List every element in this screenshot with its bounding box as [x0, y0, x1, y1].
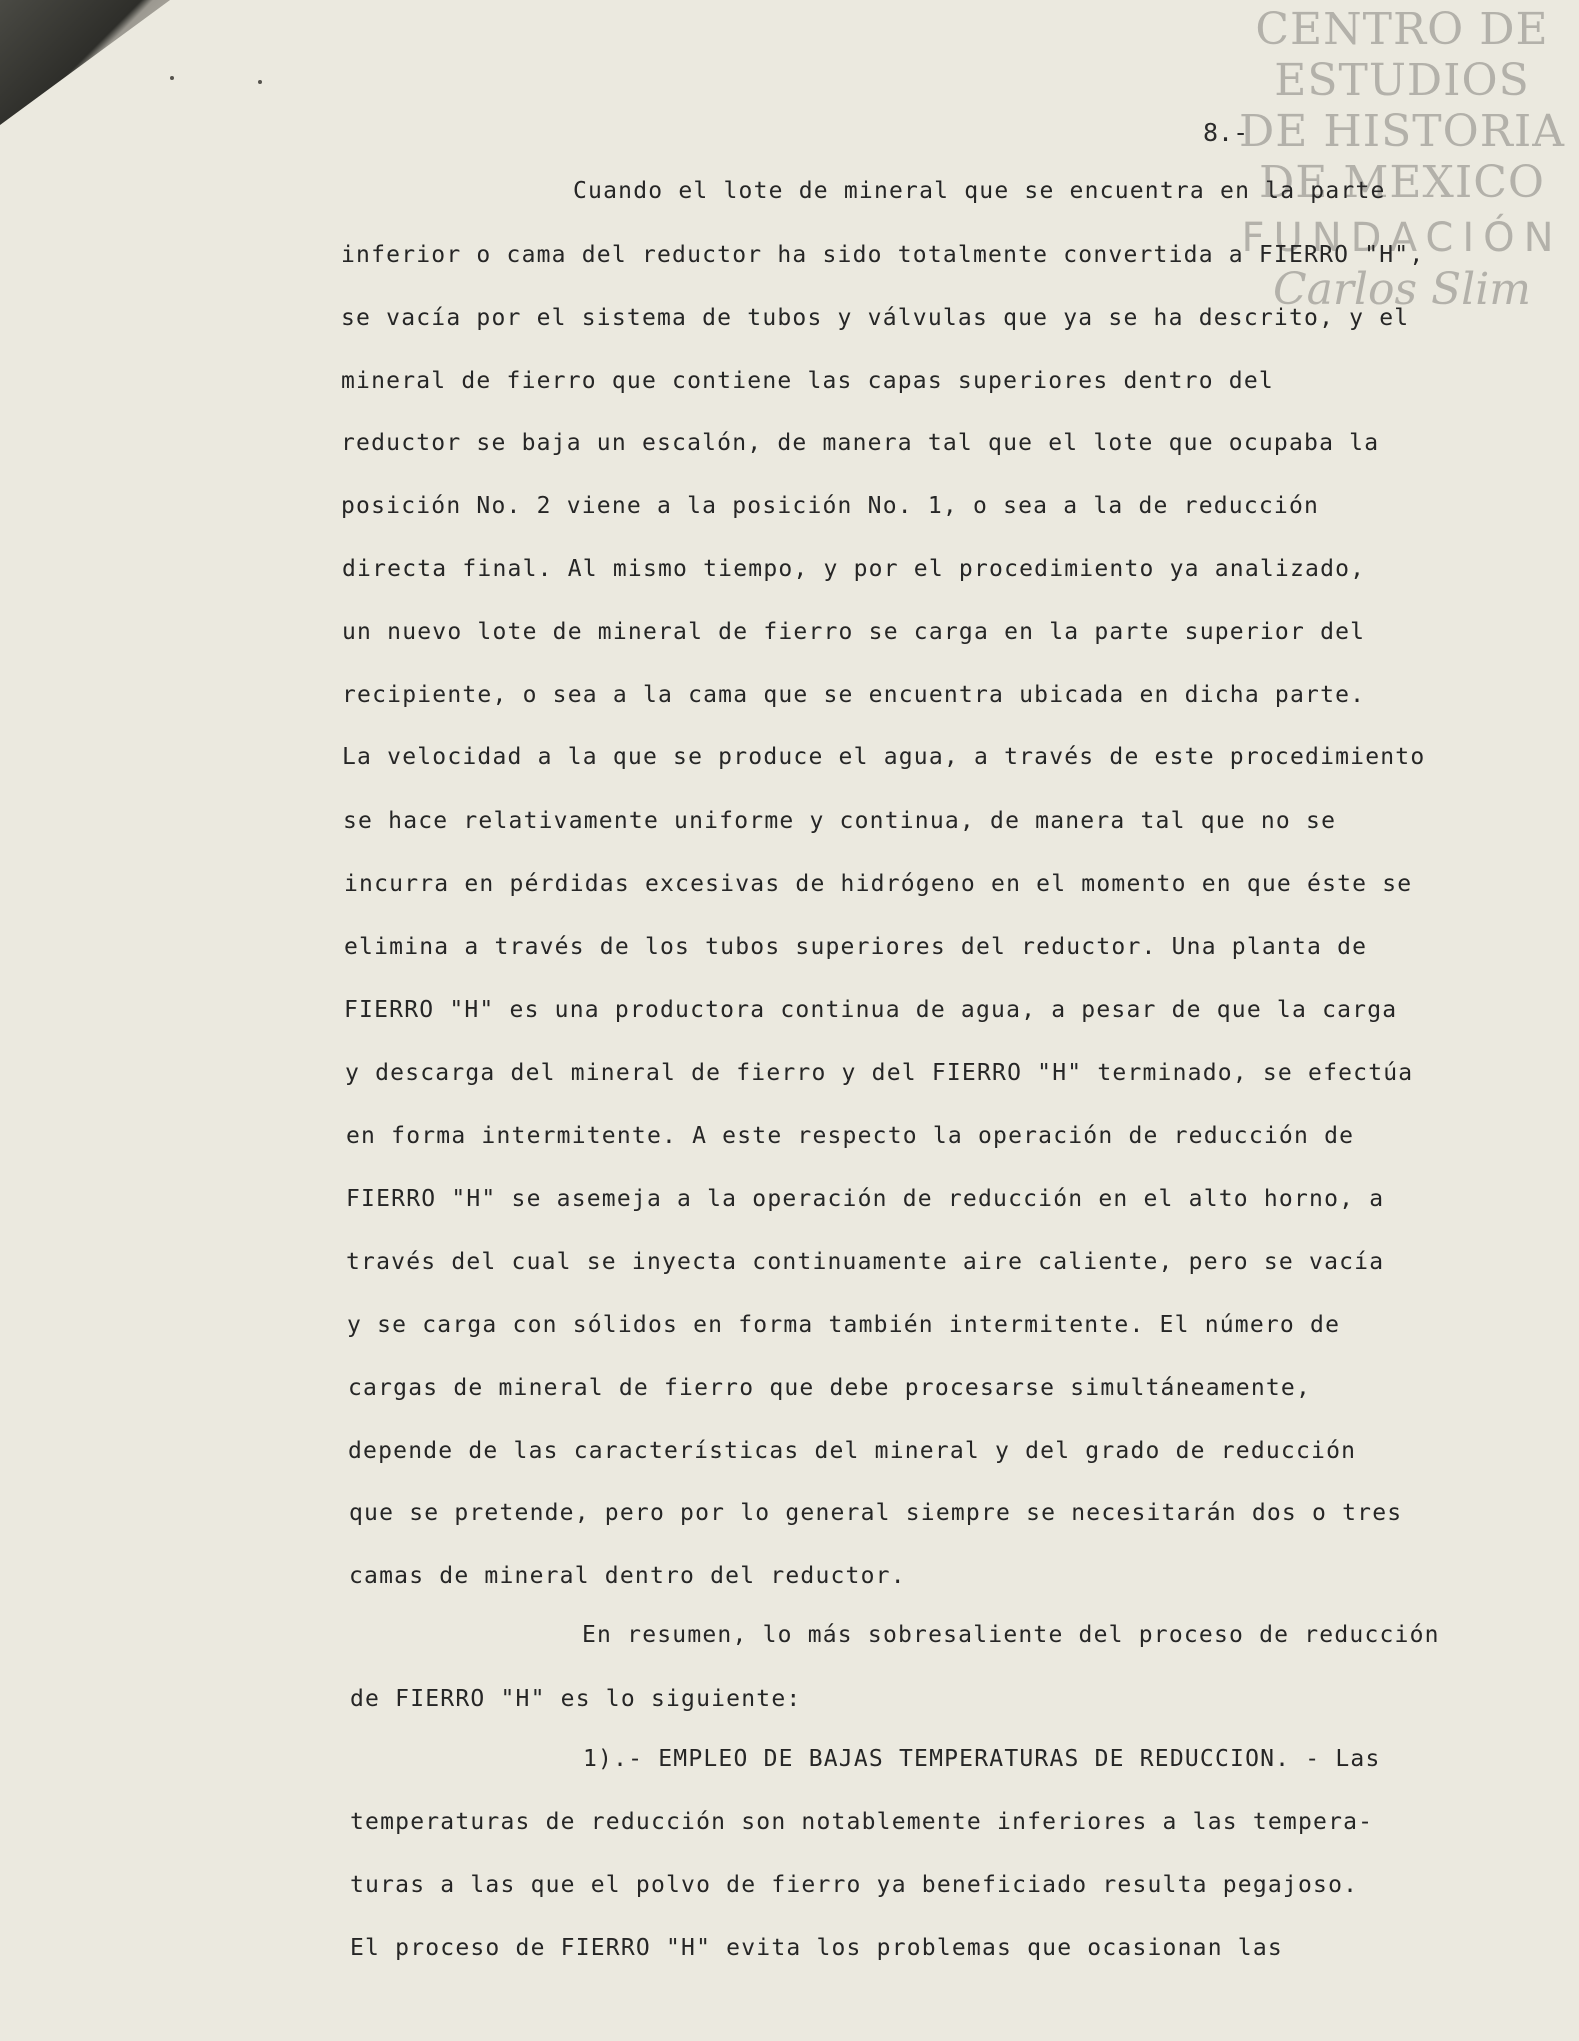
- text-line: incurra en pérdidas excesivas de hidrógeno en el momento en que éste se: [344, 871, 1413, 897]
- text-line: turas a las que el polvo de fierro ya beneficiado resulta pegajoso.: [350, 1872, 1359, 1898]
- watermark-foundation: FUNDACIÓN: [1241, 215, 1563, 261]
- text-line: cargas de mineral de fierro que debe procesarse simultáneamente,: [348, 1375, 1312, 1401]
- text-line: y descarga del mineral de fierro y del FIERRO "H" terminado, se efectúa: [345, 1060, 1414, 1086]
- archive-watermark: [1237, 4, 1567, 318]
- watermark-signature-text: Carlos Slim: [1272, 264, 1532, 315]
- watermark-line: DE MEXICO: [1259, 157, 1545, 208]
- page-number: 8.-: [1203, 118, 1249, 147]
- paper-speck: [258, 80, 262, 84]
- text-line: 1).- EMPLEO DE BAJAS TEMPERATURAS DE REDUCCION. - Las: [583, 1746, 1381, 1772]
- text-line: temperaturas de reducción son notablemente inferiores a las tempera-: [350, 1809, 1374, 1835]
- watermark-line: DE HISTORIA: [1239, 106, 1565, 157]
- text-line: y se carga con sólidos en forma también intermitente. El número de: [347, 1312, 1341, 1338]
- text-line: mineral de fierro que contiene las capas superiores dentro del: [341, 368, 1274, 394]
- text-line: En resumen, lo más sobresaliente del proceso de reducción: [582, 1622, 1440, 1648]
- text-line: camas de mineral dentro del reductor.: [349, 1563, 906, 1589]
- text-line: un nuevo lote de mineral de fierro se carga en la parte superior del: [342, 619, 1366, 645]
- text-line: se vacía por el sistema de tubos y válvulas que ya se ha descrito, y el: [341, 305, 1410, 331]
- text-line: directa final. Al mismo tiempo, y por el procedimiento ya analizado,: [342, 556, 1366, 582]
- text-line: La velocidad a la que se produce el agua, a través de este procedimiento: [342, 744, 1426, 770]
- paper-speck: [170, 76, 174, 80]
- text-line: elimina a través de los tubos superiores del reductor. Una planta de: [344, 934, 1368, 960]
- text-line: FIERRO "H" se asemeja a la operación de reducción en el alto horno, a: [346, 1186, 1385, 1212]
- text-line: FIERRO "H" es una productora continua de agua, a pesar de que la carga: [344, 997, 1398, 1023]
- text-line: depende de las características del mineral y del grado de reducción: [348, 1438, 1357, 1464]
- text-line: recipiente, o sea a la cama que se encuentra ubicada en dicha parte.: [342, 682, 1366, 708]
- watermark-line: ESTUDIOS: [1274, 55, 1530, 106]
- text-line: reductor se baja un escalón, de manera tal que el lote que ocupaba la: [341, 430, 1380, 456]
- watermark-line: CENTRO DE: [1255, 4, 1549, 55]
- text-line: través del cual se inyecta continuamente aire caliente, pero se vacía: [346, 1249, 1385, 1275]
- text-line: posición No. 2 viene a la posición No. 1, o sea a la de reducción: [341, 493, 1320, 519]
- text-line: de FIERRO "H" es lo siguiente:: [350, 1686, 802, 1712]
- text-line: que se pretende, pero por lo general siempre se necesitarán dos o tres: [349, 1500, 1403, 1526]
- text-line: Cuando el lote de mineral que se encuentra en la parte: [573, 178, 1386, 204]
- text-line: en forma intermitente. A este respecto la operación de reducción de: [346, 1123, 1355, 1149]
- text-line: El proceso de FIERRO "H" evita los problemas que ocasionan las: [350, 1935, 1283, 1961]
- text-line: inferior o cama del reductor ha sido totalmente convertida a FIERRO "H",: [341, 242, 1425, 268]
- text-line: se hace relativamente uniforme y continua, de manera tal que no se: [343, 808, 1337, 834]
